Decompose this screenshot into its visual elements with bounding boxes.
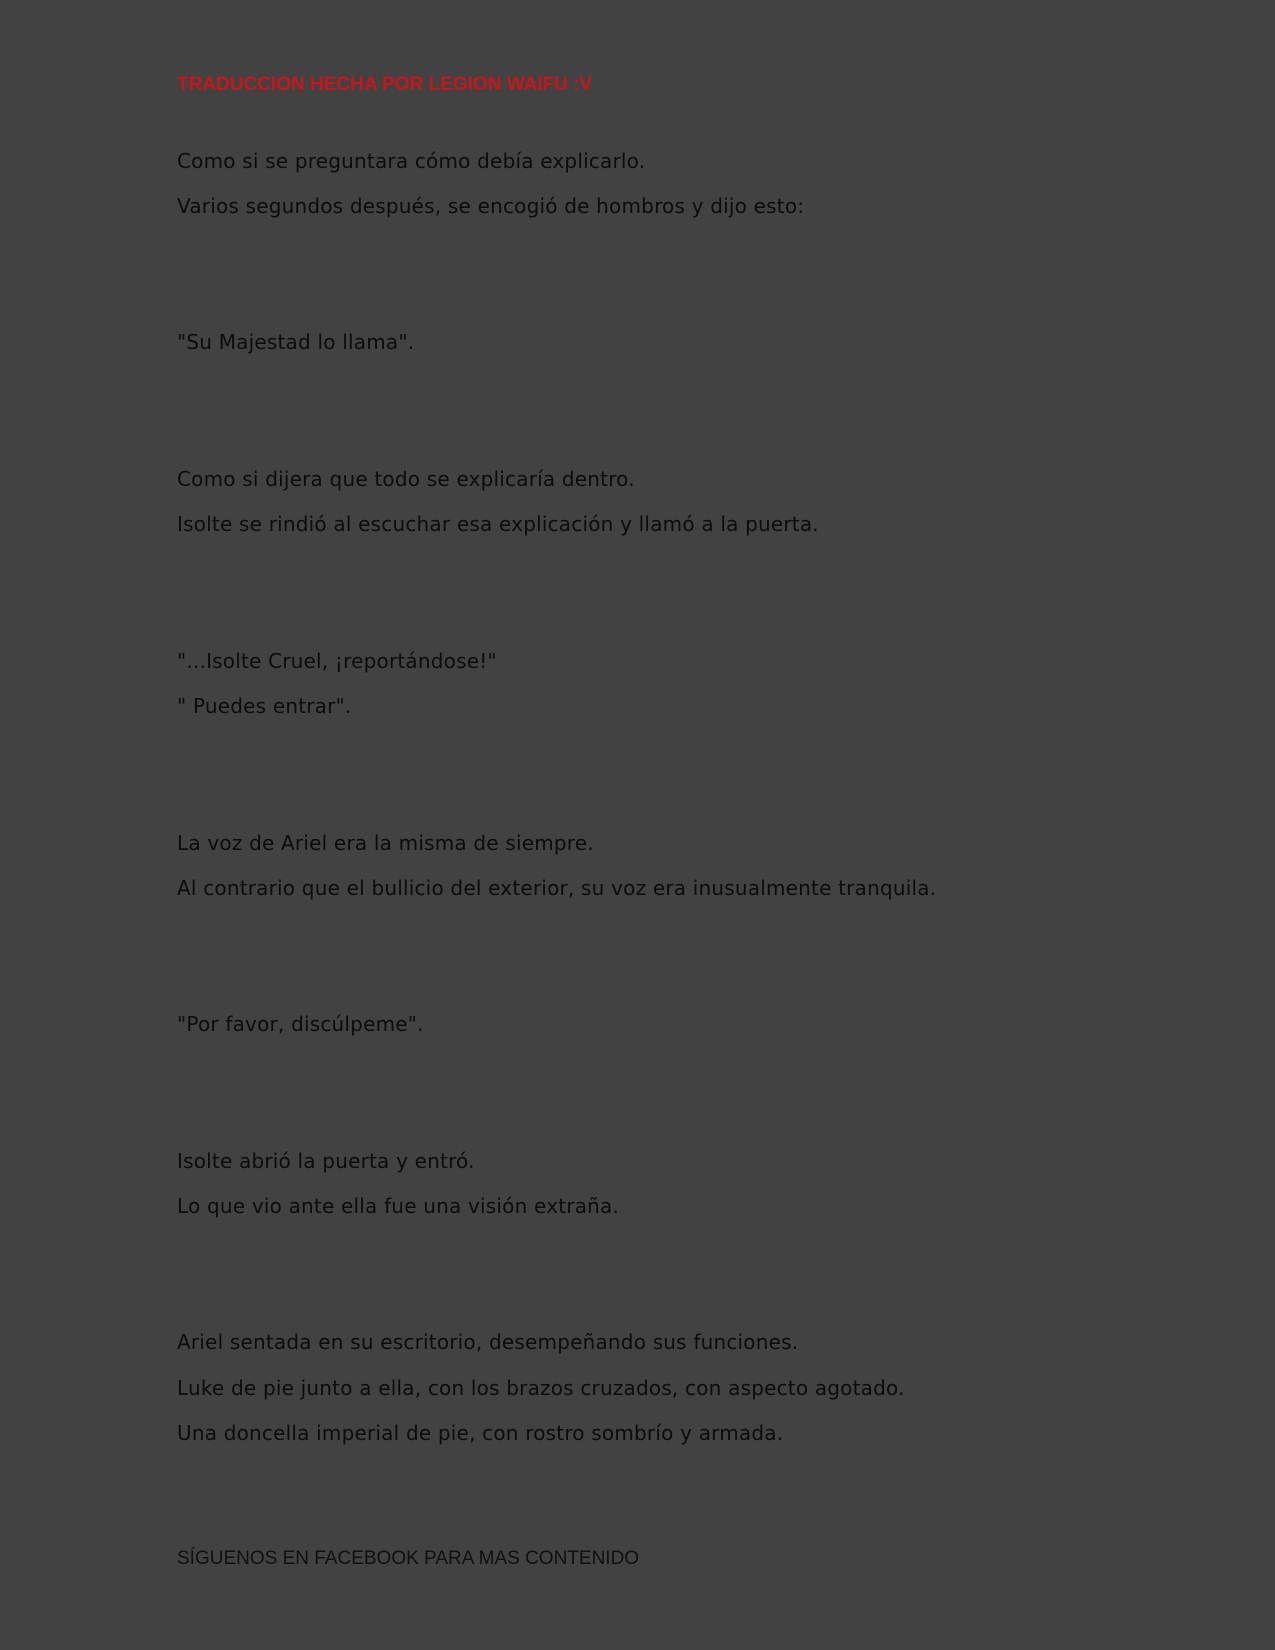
paragraph-line: "...Isolte Cruel, ¡reportándose!" <box>177 649 497 673</box>
paragraph-line: Luke de pie junto a ella, con los brazos cruzados, con aspecto agotado. <box>177 1376 905 1400</box>
paragraph-line: Al contrario que el bullicio del exterior, su voz era inusualmente tranquila. <box>177 876 937 900</box>
facebook-follow-footer: SÍGUENOS EN FACEBOOK PARA MAS CONTENIDO <box>177 1548 640 1569</box>
paragraph-line: Isolte se rindió al escuchar esa explicación y llamó a la puerta. <box>177 512 819 536</box>
paragraph-line: "Su Majestad lo llama". <box>177 330 415 354</box>
translation-credit-header: TRADUCCION HECHA POR LEGION WAIFU :V <box>177 74 593 95</box>
paragraph-line: Ariel sentada en su escritorio, desempeñando sus funciones. <box>177 1330 799 1354</box>
paragraph-line: Varios segundos después, se encogió de hombros y dijo esto: <box>177 194 805 218</box>
paragraph-line: Isolte abrió la puerta y entró. <box>177 1149 475 1173</box>
paragraph-line: Como si se preguntara cómo debía explicarlo. <box>177 149 646 173</box>
paragraph-line: "Por favor, discúlpeme". <box>177 1012 424 1036</box>
paragraph-line: Como si dijera que todo se explicaría dentro. <box>177 467 635 491</box>
paragraph-line: La voz de Ariel era la misma de siempre. <box>177 831 594 855</box>
paragraph-line: Lo que vio ante ella fue una visión extraña. <box>177 1194 620 1218</box>
paragraph-line: " Puedes entrar". <box>177 694 352 718</box>
paragraph-line: Una doncella imperial de pie, con rostro sombrío y armada. <box>177 1421 784 1445</box>
